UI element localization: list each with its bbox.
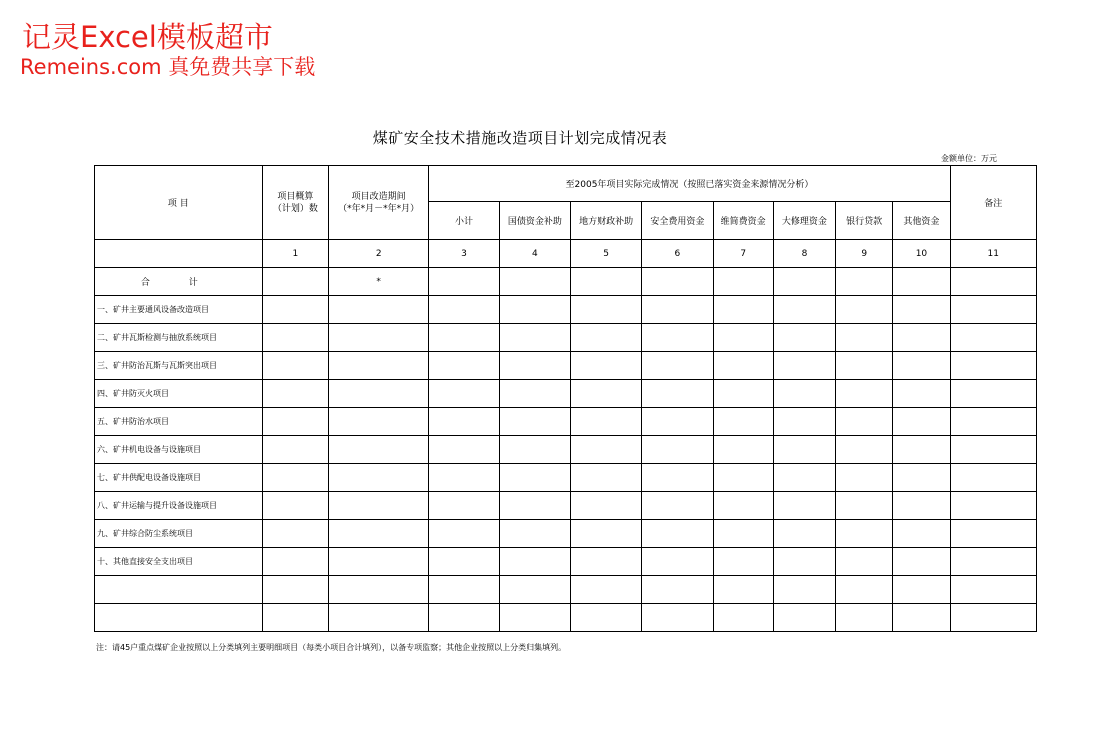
table-cell [836, 548, 893, 576]
table-cell [950, 380, 1036, 408]
table-cell [773, 324, 835, 352]
table-cell [642, 268, 713, 296]
table-cell [570, 380, 641, 408]
table-cell [429, 380, 499, 408]
table-cell [262, 324, 328, 352]
header-budget [262, 166, 328, 240]
table-cell [570, 352, 641, 380]
table-cell [429, 408, 499, 436]
header-period-line2: （*年*月－*年*月） [338, 203, 420, 214]
table-cell [328, 296, 428, 324]
table-cell [950, 408, 1036, 436]
header-row-1 [95, 166, 1037, 202]
table-cell [950, 464, 1036, 492]
header-sub: 其他资金 [893, 202, 950, 240]
table-cell [262, 576, 328, 604]
row-label: 十、其他直接安全支出项目 [95, 548, 263, 576]
table-cell [836, 352, 893, 380]
table-cell [773, 380, 835, 408]
number-cell: 10 [893, 240, 950, 268]
table-cell [262, 520, 328, 548]
table-cell [262, 408, 328, 436]
table-cell [893, 352, 950, 380]
row-label: 三、矿井防治瓦斯与瓦斯突出项目 [95, 352, 263, 380]
table-cell [499, 380, 570, 408]
row-label: 九、矿井综合防尘系统项目 [95, 520, 263, 548]
table-cell [262, 436, 328, 464]
table-cell [773, 576, 835, 604]
table-cell [429, 352, 499, 380]
table-cell [429, 604, 499, 632]
table-cell [499, 576, 570, 604]
number-cell: 4 [499, 240, 570, 268]
table-cell [328, 604, 428, 632]
table-cell [570, 604, 641, 632]
header-item: 项 目 [95, 166, 263, 240]
table-cell [429, 576, 499, 604]
table-cell [570, 520, 641, 548]
table-cell [950, 436, 1036, 464]
table-cell [328, 464, 428, 492]
row-label: 五、矿井防治水项目 [95, 408, 263, 436]
table-cell [713, 604, 773, 632]
table-cell [429, 520, 499, 548]
header-sub: 地方财政补助 [570, 202, 641, 240]
table-row [95, 352, 1037, 380]
table-cell [642, 576, 713, 604]
table-cell [328, 408, 428, 436]
table-cell [570, 268, 641, 296]
table-cell [836, 268, 893, 296]
row-label [95, 576, 263, 604]
table-cell [262, 464, 328, 492]
table-row [95, 604, 1037, 632]
table-row [95, 296, 1037, 324]
header-budget-line1: 项目概算 [277, 191, 314, 202]
table-cell [713, 464, 773, 492]
table-cell [642, 380, 713, 408]
table-cell [262, 548, 328, 576]
table-cell [950, 492, 1036, 520]
table-cell [893, 268, 950, 296]
table-cell [499, 408, 570, 436]
total-row [95, 268, 1037, 296]
table-cell [950, 604, 1036, 632]
number-row [95, 240, 1037, 268]
table-cell [429, 548, 499, 576]
table-cell [893, 464, 950, 492]
row-label: 七、矿井供配电设备设施项目 [95, 464, 263, 492]
table-cell [499, 352, 570, 380]
table-cell [836, 296, 893, 324]
table-cell [262, 380, 328, 408]
table-cell [893, 296, 950, 324]
table-cell [836, 464, 893, 492]
table-cell [893, 380, 950, 408]
number-cell: 6 [642, 240, 713, 268]
table-cell [328, 324, 428, 352]
total-mark: * [328, 268, 428, 296]
header-group: 至2005年项目实际完成情况（按照已落实资金来源情况分析） [429, 166, 950, 202]
table-cell [713, 548, 773, 576]
table-cell [950, 268, 1036, 296]
table-cell [429, 492, 499, 520]
number-cell: 9 [836, 240, 893, 268]
table-cell [429, 268, 499, 296]
table-row [95, 408, 1037, 436]
header-sub: 安全费用资金 [642, 202, 713, 240]
table-cell [570, 408, 641, 436]
table-cell [570, 576, 641, 604]
table-cell [429, 436, 499, 464]
header-period [328, 166, 428, 240]
table-cell [262, 352, 328, 380]
table-cell [499, 520, 570, 548]
table-cell [642, 520, 713, 548]
table-cell [713, 296, 773, 324]
table-cell [570, 324, 641, 352]
table-row [95, 548, 1037, 576]
table-row [95, 380, 1037, 408]
row-label: 一、矿井主要通风设备改造项目 [95, 296, 263, 324]
table-cell [570, 464, 641, 492]
table-cell [893, 408, 950, 436]
table-cell [642, 296, 713, 324]
number-cell: 11 [950, 240, 1036, 268]
header-sub: 国债资金补助 [499, 202, 570, 240]
table-row [95, 576, 1037, 604]
table-cell [773, 520, 835, 548]
table-cell [713, 268, 773, 296]
header-remark: 备注 [950, 166, 1036, 240]
table-cell [773, 268, 835, 296]
table-cell [570, 296, 641, 324]
table-cell [950, 520, 1036, 548]
table-cell [642, 436, 713, 464]
table-cell [773, 464, 835, 492]
table-cell [950, 352, 1036, 380]
table-cell [642, 548, 713, 576]
table-cell [499, 268, 570, 296]
table-cell [893, 520, 950, 548]
table-cell [499, 324, 570, 352]
table-cell [836, 408, 893, 436]
table-cell [713, 520, 773, 548]
table-cell [642, 324, 713, 352]
table-cell [499, 604, 570, 632]
table-cell [429, 296, 499, 324]
table-cell [262, 268, 328, 296]
table-cell [836, 604, 893, 632]
table-cell [950, 548, 1036, 576]
total-label: 合 计 [95, 268, 263, 296]
header-period-line1: 项目改造期间 [351, 191, 406, 202]
number-cell: 2 [328, 240, 428, 268]
row-label: 六、矿井机电设备与设施项目 [95, 436, 263, 464]
page-title: 煤矿安全技术措施改造项目计划完成情况表 [372, 129, 668, 147]
table-cell [950, 296, 1036, 324]
table-cell [429, 324, 499, 352]
table-cell [893, 436, 950, 464]
number-cell: 3 [429, 240, 499, 268]
table-cell [950, 324, 1036, 352]
table-cell [773, 548, 835, 576]
table-cell [570, 436, 641, 464]
table-cell [499, 436, 570, 464]
table-row [95, 464, 1037, 492]
table-cell [836, 492, 893, 520]
table-cell [773, 604, 835, 632]
row-label: 八、矿井运输与提升设备设施项目 [95, 492, 263, 520]
table-cell [893, 604, 950, 632]
number-cell: 1 [262, 240, 328, 268]
table-cell [642, 604, 713, 632]
table-cell [713, 436, 773, 464]
table-cell [262, 492, 328, 520]
header-sub: 大修理资金 [773, 202, 835, 240]
table-row [95, 492, 1037, 520]
table-cell [328, 492, 428, 520]
table-cell [836, 436, 893, 464]
watermark-title: 记灵Excel模板超市 [22, 20, 273, 54]
footnote: 注：请45户重点煤矿企业按照以上分类填列主要明细项目（每类小项目合计填列），以备专项监察；其他企业按照以上分类归集填列。 [96, 643, 567, 652]
table-cell [642, 492, 713, 520]
table-cell [642, 352, 713, 380]
table-cell [950, 576, 1036, 604]
table-cell [836, 324, 893, 352]
table-cell [499, 296, 570, 324]
number-cell: 5 [570, 240, 641, 268]
plan-table [94, 165, 1037, 632]
table-cell [642, 464, 713, 492]
table-cell [429, 464, 499, 492]
header-sub: 银行贷款 [836, 202, 893, 240]
table-cell [499, 492, 570, 520]
table-cell [262, 604, 328, 632]
table-cell [570, 548, 641, 576]
header-budget-line2: （计划）数 [272, 203, 318, 214]
table-cell [328, 352, 428, 380]
table-cell [262, 296, 328, 324]
table-cell [713, 380, 773, 408]
table-cell [836, 520, 893, 548]
table-cell [773, 492, 835, 520]
table-cell [328, 436, 428, 464]
table-cell [499, 548, 570, 576]
table-row [95, 520, 1037, 548]
table-cell [713, 352, 773, 380]
header-sub: 维简费资金 [713, 202, 773, 240]
table-cell [836, 380, 893, 408]
row-label: 二、矿井瓦斯检测与抽放系统项目 [95, 324, 263, 352]
number-cell: 8 [773, 240, 835, 268]
table-cell [713, 324, 773, 352]
unit-label: 金额单位：万元 [941, 154, 997, 163]
table-cell [328, 380, 428, 408]
header-sub: 小计 [429, 202, 499, 240]
table-cell [773, 408, 835, 436]
table-cell [328, 520, 428, 548]
row-label: 四、矿井防灭火项目 [95, 380, 263, 408]
number-cell: 7 [713, 240, 773, 268]
table-cell [836, 576, 893, 604]
table-row [95, 436, 1037, 464]
number-cell [95, 240, 263, 268]
table-cell [570, 492, 641, 520]
table-cell [642, 408, 713, 436]
table-cell [893, 548, 950, 576]
table-cell [893, 576, 950, 604]
table-cell [713, 576, 773, 604]
table-cell [328, 576, 428, 604]
table-cell [893, 324, 950, 352]
table-cell [713, 408, 773, 436]
table-cell [499, 464, 570, 492]
table-cell [893, 492, 950, 520]
table-cell [773, 296, 835, 324]
watermark-subtitle: Remeins.com 真免费共享下载 [20, 55, 316, 79]
table-cell [713, 492, 773, 520]
table-cell [773, 436, 835, 464]
table-cell [328, 548, 428, 576]
row-label [95, 604, 263, 632]
table-row [95, 324, 1037, 352]
table-cell [773, 352, 835, 380]
